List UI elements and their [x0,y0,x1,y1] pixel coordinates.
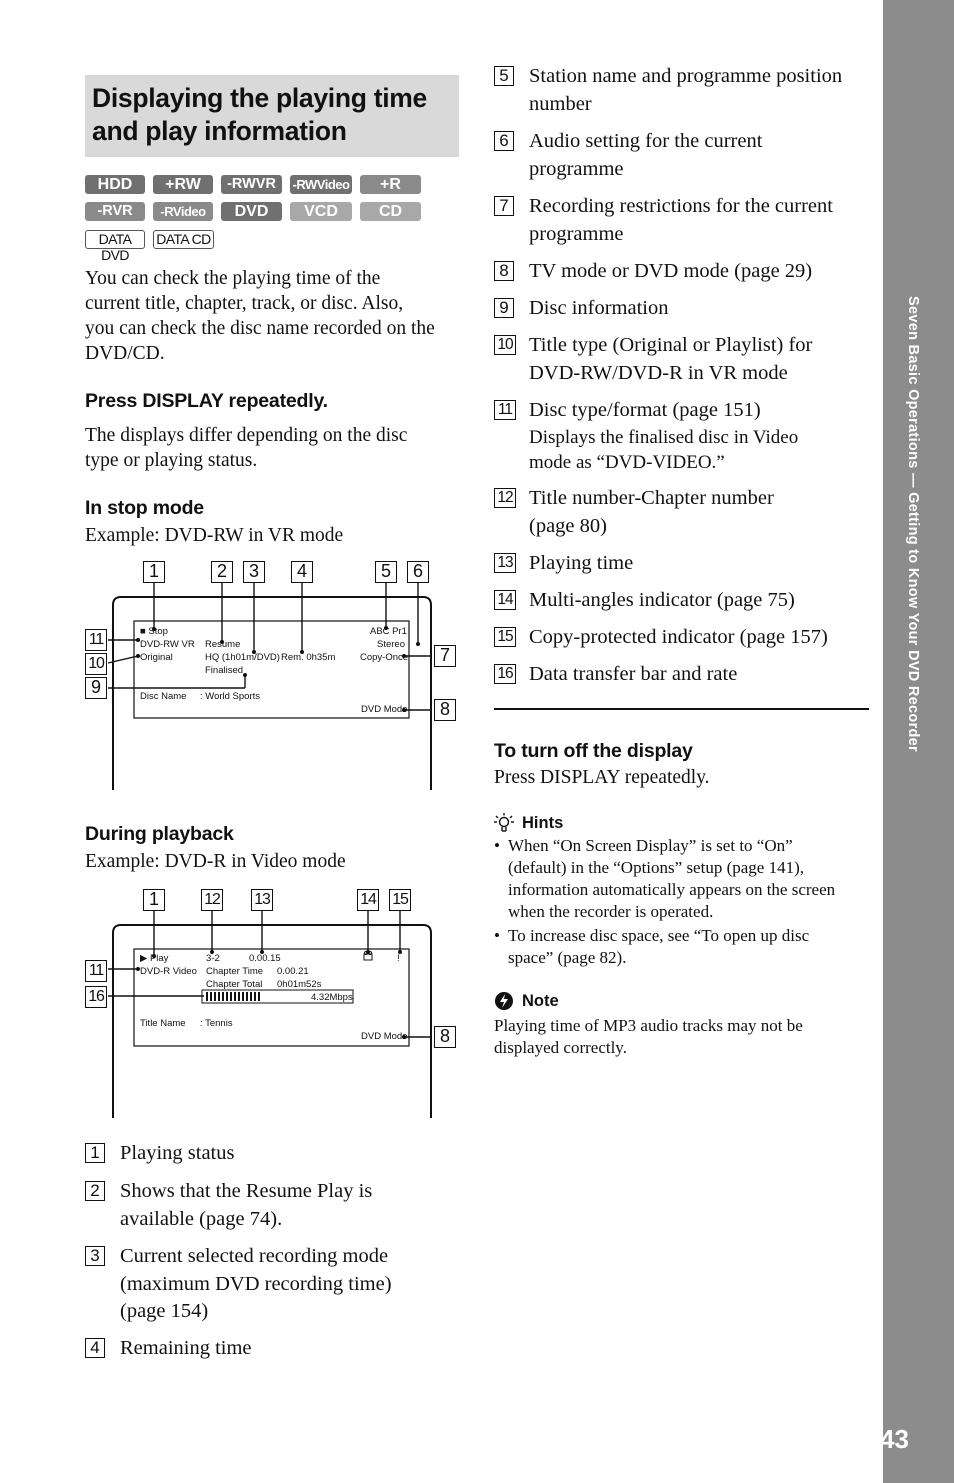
section-divider [494,708,869,710]
hint-text: When “On Screen Display” is set to “On” [508,836,793,855]
callout-11: 11 [85,629,107,651]
callout-15: 15 [389,889,411,911]
list-text: Audio setting for the current [529,130,763,152]
list-number: 7 [494,196,514,216]
list-number: 3 [85,1246,105,1266]
hint-text: information automatically appears on the screen [508,880,836,899]
list-text: Station name and programme position [529,65,843,87]
data-cd-media-icon: DATA CD [153,230,214,249]
screen-audio: Stereo [377,639,405,650]
screen-copy: Copy-Once [360,652,409,663]
list-text: Current selected recording mode [120,1245,389,1267]
plus-r-media-icon: +R [360,175,421,194]
screen-disc-name-label: Disc Name [140,691,187,702]
minus-rw-vr-media-icon: -RWVR [221,175,282,194]
list-text: Disc type/format (page 151) [529,399,761,421]
press-display-heading: Press DISPLAY repeatedly. [85,390,328,412]
page-number: 43 [880,1424,909,1454]
playback-example: Example: DVD-R in Video mode [85,851,346,872]
screen-station: ABC Pr1 [370,626,407,637]
press-text-line: The displays differ depending on the disc [85,425,408,446]
hint-lightbulb-icon [494,813,516,835]
list-text: programme [529,222,624,245]
section-title-line1: Displaying the playing time [92,83,427,113]
screen-dvd-mode-playback: DVD Mode [361,1031,408,1042]
screen-disc-type: DVD-RW VR [140,639,195,650]
screen-stop-status: ■ Stop [140,626,168,637]
list-number: 10 [494,335,516,355]
note-text [494,1015,874,1059]
callout-12: 12 [201,889,223,911]
turn-off-heading: To turn off the display [494,740,693,762]
callout-9: 9 [85,677,107,699]
intro-line: current title, chapter, track, or disc. Also, [85,293,404,314]
list-number: 1 [85,1143,105,1163]
screen-chapter-total-value: 0h01m52s [277,979,322,990]
list-number: 14 [494,590,516,610]
intro-line: You can check the playing time of the [85,268,381,289]
list-text: programme [529,157,624,180]
screen-chapter-total-label: Chapter Total [206,979,263,990]
callout-4: 4 [291,561,313,583]
screen-rec-mode: HQ (1h01m/DVD) [205,652,280,663]
screen-finalised: Finalised [205,665,244,676]
callout-2: 2 [211,561,233,583]
list-number: 4 [85,1338,105,1358]
hints-heading: Hints [522,814,564,832]
screen-playing-time: 0.00.15 [249,953,281,964]
screen-resume: Resume [205,639,241,650]
list-number: 15 [494,627,516,647]
stop-mode-heading: In stop mode [85,497,204,519]
dvd-media-icon: DVD [221,202,282,221]
callout-3: 3 [243,561,265,583]
callout-13: 13 [251,889,273,911]
bullet-dot: • [494,926,500,945]
list-number: 2 [85,1181,105,1201]
list-number: 5 [494,66,514,86]
list-number: 13 [494,553,516,573]
hint-text: (default) in the “Options” setup (page 141), [508,858,804,877]
callout-14: 14 [357,889,379,911]
list-item [85,1243,465,1327]
list-number: 8 [494,261,514,281]
screen-copy-protected: ! [397,953,400,964]
list-text: Title number-Chapter number [529,487,774,509]
section-title-line2: and play information [92,116,347,146]
list-number: 11 [494,400,516,420]
hint-text: when the recorder is operated. [508,902,714,921]
list-text: available (page 74). [120,1207,283,1230]
bullet-dot: • [494,836,500,855]
list-number: 12 [494,488,516,508]
callout-1-playback: 1 [143,889,165,911]
plus-rw-media-icon: +RW [153,175,213,194]
callout-11-playback: 11 [85,960,107,982]
list-text: Playing time [529,552,634,574]
list-text: Playing status [120,1142,235,1164]
intro-line: you can check the disc name recorded on the [85,318,435,339]
turn-off-text: Press DISPLAY repeatedly. [494,767,710,788]
list-text: Shows that the Resume Play is [120,1180,373,1202]
hint-text: To increase disc space, see “To open up disc [508,926,810,945]
minus-rw-video-media-icon: -RWVideo [290,175,352,194]
callout-16: 16 [85,986,107,1008]
list-text: Copy-protected indicator (page 157) [529,626,828,648]
list-item [85,1335,465,1363]
screen-disc-name-value: : World Sports [200,691,261,702]
list-text: Remaining time [120,1337,252,1359]
callout-5: 5 [375,561,397,583]
screen-dvd-mode: DVD Mode [361,704,408,715]
minus-r-video-media-icon: -RVideo [153,202,213,221]
screen-chapter-time-label: Chapter Time [206,966,264,977]
screen-title-type: Original [140,652,173,663]
list-item [85,1178,465,1234]
list-item [85,1140,465,1168]
screen-play-status: ▶ Play [140,953,169,964]
list-text: Multi-angles indicator (page 75) [529,589,795,611]
cd-media-icon: CD [360,202,421,221]
screen-title-chapter: 3-2 [206,953,220,964]
note-heading: Note [522,992,559,1010]
hdd-media-icon: HDD [85,175,145,194]
list-text: Displays the finalised disc in Video [529,426,799,448]
hint-text: space” (page 82). [508,948,627,967]
list-text: TV mode or DVD mode (page 29) [529,260,813,282]
list-text: DVD-RW/DVD-R in VR mode [529,361,788,384]
list-text: Data transfer bar and rate [529,663,738,685]
callout-10: 10 [85,653,107,675]
list-text: Title type (Original or Playlist) for [529,334,813,356]
list-text: number [529,92,592,115]
list-number: 6 [494,131,514,151]
vcd-media-icon: VCD [290,202,352,221]
screen-disc-type-playback: DVD-R Video [140,966,197,977]
list-text: (page 154) [120,1300,209,1322]
data-dvd-media-icon: DATA DVD [85,230,145,249]
screen-title-name-label: Title Name [140,1018,186,1029]
playback-heading: During playback [85,823,234,845]
callout-8: 8 [434,699,456,721]
press-text-line: type or playing status. [85,450,258,471]
list-text: Recording restrictions for the current [529,195,833,217]
list-text: Disc information [529,297,669,319]
note-line: displayed correctly. [494,1038,627,1057]
screen-remaining: Rem. 0h35m [281,652,336,663]
screen-title-name-value: : Tennis [200,1018,233,1029]
list-number: 9 [494,298,514,318]
minus-r-vr-media-icon: -RVR [85,202,145,221]
intro-line: DVD/CD. [85,343,165,364]
list-text: (page 80) [529,514,607,537]
callout-7: 7 [434,645,456,667]
list-number: 16 [494,664,516,684]
callout-6: 6 [407,561,429,583]
screen-chapter-time-value: 0.00.21 [277,966,309,977]
chapter-sidebar-text: Seven Basic Operations — Getting to Know Your DVD Recorder [905,296,921,752]
note-line: Playing time of MP3 audio tracks may not be [494,1016,803,1035]
callout-1: 1 [143,561,165,583]
screen-transfer-rate: 4.32Mbps [311,992,353,1003]
list-text: (maximum DVD recording time) [120,1272,392,1295]
note-warning-icon [494,991,514,1011]
callout-8-playback: 8 [434,1026,456,1048]
list-text: mode as “DVD-VIDEO.” [529,451,725,473]
stop-mode-example: Example: DVD-RW in VR mode [85,525,344,546]
